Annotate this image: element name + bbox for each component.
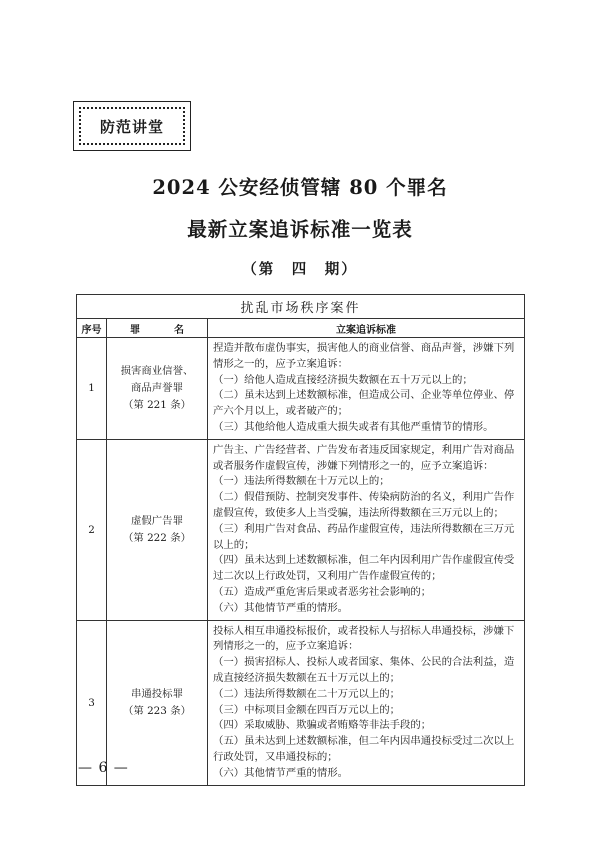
table-caption: 扰乱市场秩序案件 [77,295,525,319]
row-num: 2 [77,439,107,620]
case-standards-table [76,294,525,786]
header-num: 序号 [77,319,107,338]
header-standard: 立案追诉标准 [208,319,525,338]
standard-line: （五）虽未达到上述数额标准，但二年内因串通投标受过二次以上行政处罚，又串通投标的； [213,735,515,763]
standard-line: （一）损害招标人、投标人或者国家、集体、公民的合法利益，造成直接经济损失数额在五十万元以上的； [213,656,515,684]
crime-name-line: 虚假广告罪 [131,514,183,527]
standard-line: （三）中标项目金额在四百万元以上的； [213,703,401,716]
standard-line: （五）造成严重危害后果或者恶劣社会影响的； [213,585,432,598]
table-row [77,439,525,620]
row-standard [208,620,525,785]
row-crime-name [107,338,208,440]
crime-name-line: 商品声誉罪 [131,381,183,394]
crime-article: （第 222 条） [122,531,191,544]
row-standard [208,338,525,440]
header-name: 罪 名 [107,319,208,338]
standard-line: （三）利用广告对食品、药品作虚假宣传，违法所得数额在三万元以上的； [213,522,515,551]
standard-line: （二）违法所得数额在二十万元以上的； [213,687,401,700]
crime-name-line: 损害商业信誉、 [120,364,194,377]
doc-title-line2: 最新立案追诉标准一览表 [187,218,413,241]
standard-line: 广告主、广告经营者、广告发布者违反国家规定，利用广告对商品或者服务作虚假宣传，涉嫌下列情形之一的，应予立案追诉： [213,443,515,472]
crime-article: （第 221 条） [122,398,191,411]
standard-line: （一）违法所得数额在十万元以上的； [213,475,390,488]
standard-line: （六）其他情节严重的情形。 [213,601,349,614]
doc-title-line1: 2024 公安经侦管辖 80 个罪名 [152,176,448,199]
crime-name-line: 串通投标罪 [131,687,183,700]
standard-line: （四）采取威胁、欺骗或者贿赂等非法手段的； [213,719,432,732]
table-row [77,338,525,440]
standard-line: 捏造并散布虚伪事实，损害他人的商业信誉、商品声誉，涉嫌下列情形之一的，应予立案追诉： [213,342,515,370]
standard-line: 投标人相互串通投标报价，或者投标人与招标人串通投标，涉嫌下列情形之一的，应予立案追诉： [213,624,515,653]
row-num: 1 [77,338,107,440]
table-row [77,620,525,785]
standard-line: （一）给他人造成直接经济损失数额在五十万元以上的； [213,373,473,386]
standard-line: （六）其他情节严重的情形。 [213,766,349,779]
table-header-row [77,319,525,338]
standard-line: （四）虽未达到上述数额标准，但二年内因利用广告作虚假宣传受过二次以上行政处罚，又利用广告作虚假宣传的； [213,554,515,583]
standard-line: （二）假借预防、控制突发事件、传染病防治的名义，利用广告作虚假宣传，致使多人上当受骗，违法所得数额在三万元以上的； [213,491,515,519]
crime-article: （第 223 条） [122,704,191,717]
page-number: — 6 — [78,760,129,776]
section-badge-label: 防范讲堂 [99,117,164,136]
row-standard [208,439,525,620]
section-badge [73,101,191,151]
section-badge-border [79,107,185,145]
row-num: 3 [77,620,107,785]
issue-number: （第 四 期） [242,261,358,278]
row-crime-name [107,439,208,620]
standard-line: （二）虽未达到上述数额标准，但造成公司、企业等单位停业、停产六个月以上，或者破产的； [213,389,515,418]
standard-line: （三）其他给他人造成重大损失或者有其他严重情节的情形。 [213,420,494,433]
